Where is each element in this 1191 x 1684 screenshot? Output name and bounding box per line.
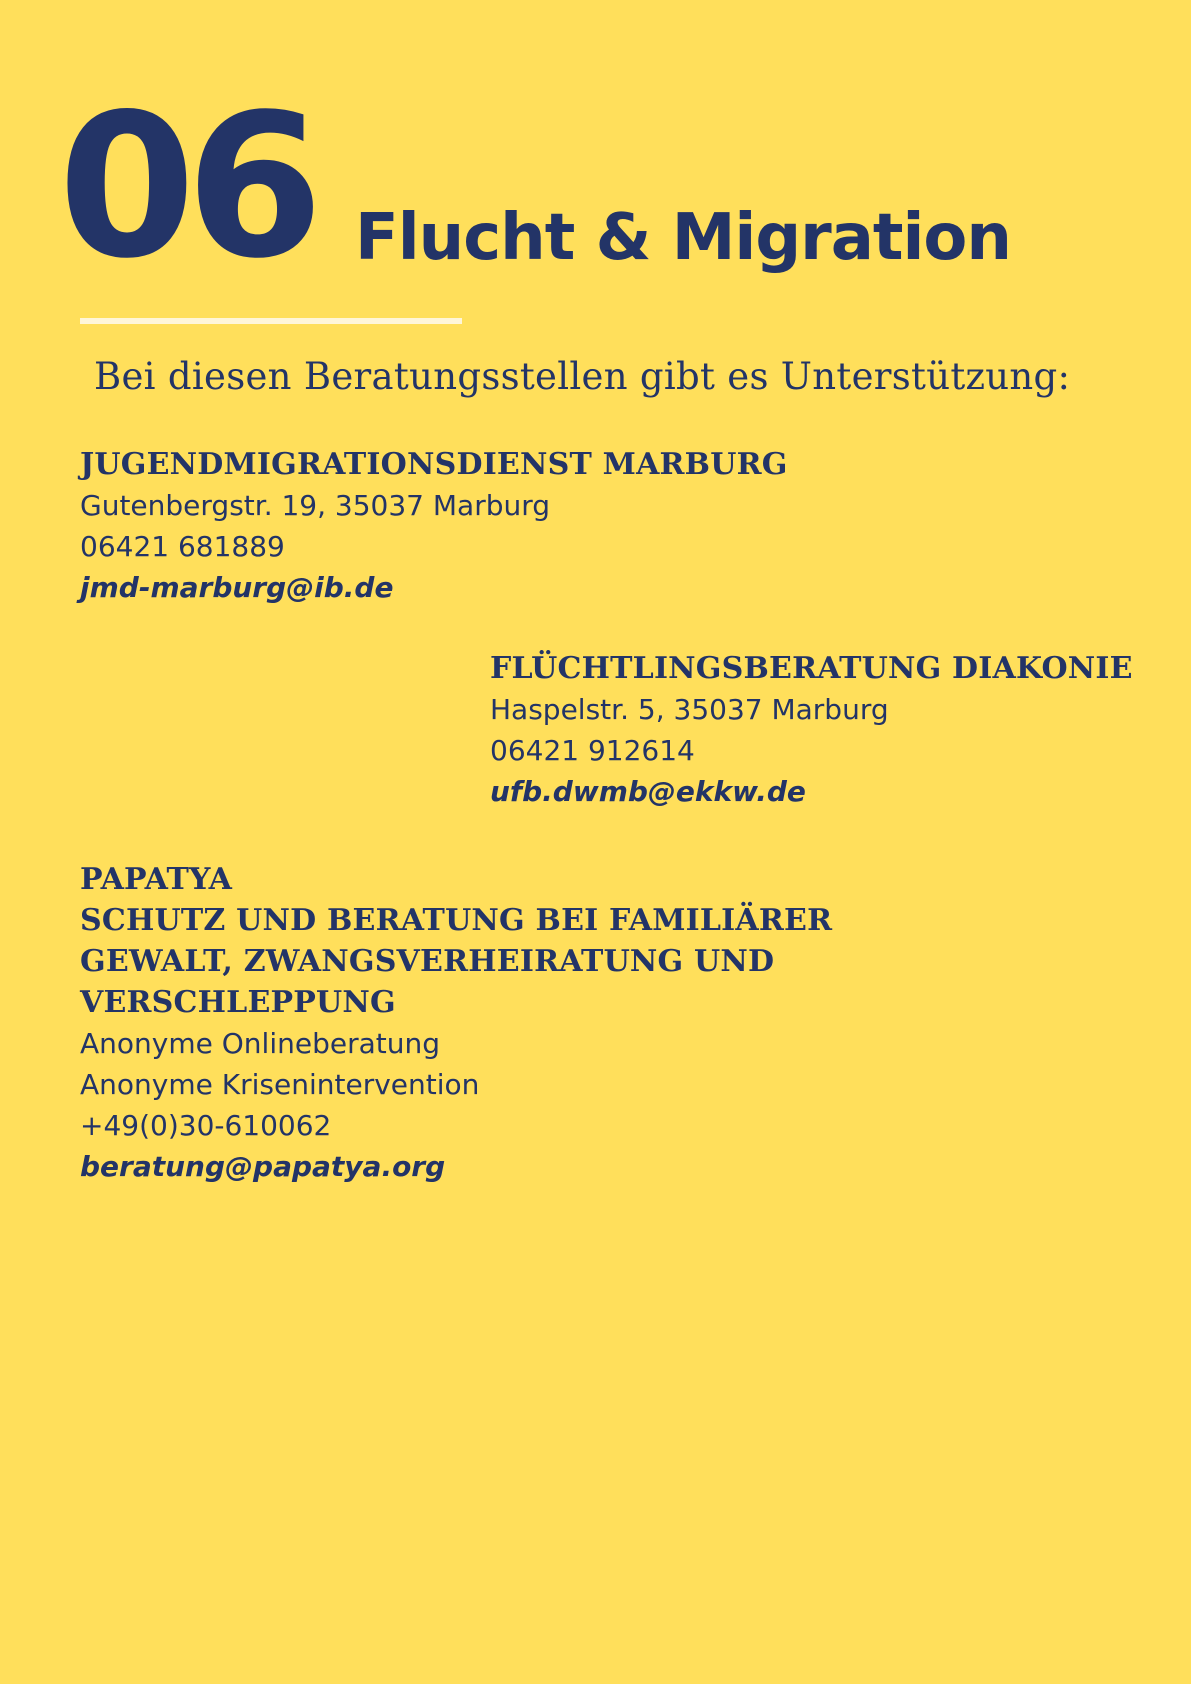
org-subtitle-line: VERSCHLEPPUNG	[80, 985, 396, 1020]
org-phone: 06421 912614	[490, 734, 695, 767]
org-email-link[interactable]: jmd-marburg@ib.de	[80, 571, 394, 604]
org-name: JUGENDMIGRATIONSDIENST MARBURG	[80, 447, 788, 482]
org-phone: 06421 681889	[80, 530, 285, 563]
org-email-link[interactable]: ufb.dwmb@ekkw.de	[490, 775, 806, 808]
org-fluechtlingsberatung-diakonie	[490, 648, 1133, 812]
org-name: FLÜCHTLINGSBERATUNG DIAKONIE	[490, 651, 1133, 686]
org-address: Haspelstr. 5, 35037 Marburg	[490, 693, 889, 726]
org-address: Gutenbergstr. 19, 35037 Marburg	[80, 489, 551, 522]
chapter-number: 06	[58, 71, 314, 302]
org-subtitle-line: SCHUTZ UND BERATUNG BEI FAMILIÄRER	[80, 903, 833, 938]
org-jugendmigrationsdienst	[80, 444, 788, 608]
org-email-link[interactable]: beratung@papatya.org	[80, 1150, 446, 1183]
org-subtitle-line: GEWALT, ZWANGSVERHEIRATUNG UND	[80, 944, 775, 979]
intro-text: Bei diesen Beratungsstellen gibt es Unterstützung:	[94, 355, 1071, 398]
org-papatya	[80, 859, 832, 1187]
title-divider	[80, 318, 462, 324]
org-phone: +49(0)30-610062	[80, 1109, 332, 1142]
org-name: PAPATYA	[80, 862, 233, 897]
org-service: Anonyme Krisenintervention	[80, 1068, 480, 1101]
chapter-title: Flucht & Migration	[355, 201, 1011, 275]
org-service: Anonyme Onlineberatung	[80, 1027, 440, 1060]
